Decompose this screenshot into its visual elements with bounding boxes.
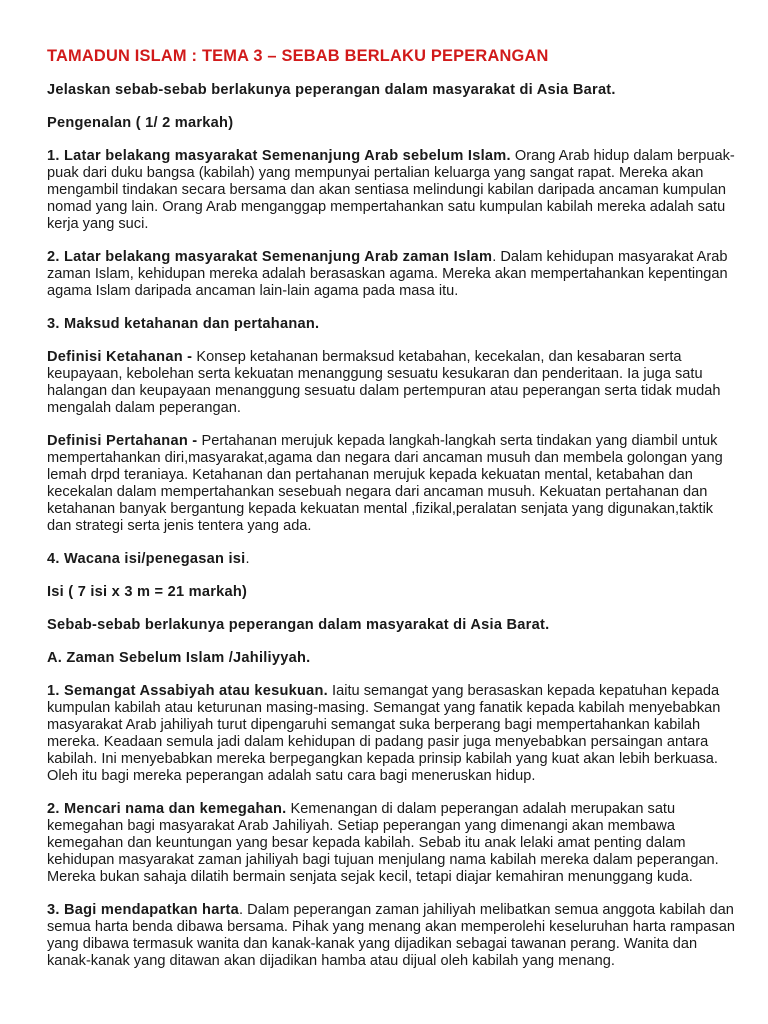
point-a3 bbox=[47, 902, 737, 970]
paragraph-1-heading: 1. Latar belakang masyarakat Semenanjung Arab sebelum Islam. bbox=[47, 148, 511, 164]
subsection-a-heading: A. Zaman Sebelum Islam /Jahiliyyah. bbox=[47, 650, 311, 666]
definition-pertahanan bbox=[47, 433, 737, 535]
point-a1-heading: 1. Semangat Assabiyah atau kesukuan. bbox=[47, 683, 328, 699]
paragraph-3-heading: 3. Maksud ketahanan dan pertahanan. bbox=[47, 316, 320, 332]
definition-pertahanan-body: Pertahanan merujuk kepada langkah-langkah serta tindakan yang diambil untuk mempertahankan diri,masyarakat,agama dan negara dari ancaman musuh dan membela golongan yang lemah drpd teraniaya. Ketahanan dan pertahanan merujuk kepada kekuatan mental, ketabahan dan kecekalan dalam mempertahankan sesebuah negara dari ancaman musuh. Kekuatan pertahanan dan ketahanan banyak bergantung kepada kekuatan mental ,fizikal,peralatan senjata yang digunakan,taktik dan strategi serta jenis tentera yang ada. bbox=[47, 433, 723, 534]
paragraph-2 bbox=[47, 249, 737, 300]
paragraph-1-body: Orang Arab hidup dalam berpuak-puak dari duku bangsa (kabilah) yang mempunyai pertalian keluarga yang sangat rapat. Mereka akan mengambil tindakan secara bersama dan akan sentiasa melindungi kabilan daripada ancaman kumpulan nomad yang lain. Orang Arab menganggap mempertahankan satu kumpulan kabilah mereka adalah satu kerja yang suci. bbox=[47, 148, 735, 232]
paragraph-2-heading: 2. Latar belakang masyarakat Semenanjung Arab zaman Islam bbox=[47, 249, 493, 265]
isi-heading: Isi ( 7 isi x 3 m = 21 markah) bbox=[47, 584, 248, 600]
paragraph-2-body: . Dalam kehidupan masyarakat Arab zaman Islam, kehidupan mereka adalah berasaskan agama. Mereka akan mempertahankan kepentingan agama Islam daripada ancaman lain-lain agama pada masa itu. bbox=[47, 249, 728, 299]
document-title: TAMADUN ISLAM : TEMA 3 – SEBAB BERLAKU PEPERANGAN bbox=[47, 47, 549, 65]
section-heading: Sebab-sebab berlakunya peperangan dalam masyarakat di Asia Barat. bbox=[47, 617, 550, 633]
definition-ketahanan-body: Konsep ketahanan bermaksud ketabahan, kecekalan, dan kesabaran serta keupayaan, kebolehan serta kekuatan menanggung sesuatu kesukaran dan penderitaan. Ia juga satu halangan dan keupayaan menanggung sesuatu dalam pertempuran atau peperangan serta tidak mudah mengalah dalam peperangan. bbox=[47, 349, 721, 416]
definition-ketahanan-heading: Definisi Ketahanan - bbox=[47, 349, 193, 365]
point-a3-body: . Dalam peperangan zaman jahiliyah melibatkan semua anggota kabilah dan semua harta benda dibawa bersama. Pihak yang menang akan memperolehi keseluruhan harta rampasan yang dibawa termasuk wanita dan kanak-kanak yang dijadikan sebagai tawanan perang. Wanita dan kanak-kanak yang ditawan akan dijadikan hamba atau dijual oleh kabilah yang menang. bbox=[47, 902, 735, 969]
point-a3-heading: 3. Bagi mendapatkan harta bbox=[47, 902, 239, 918]
point-a2 bbox=[47, 801, 737, 886]
document-page bbox=[47, 46, 737, 986]
paragraph-4-body: . bbox=[245, 551, 250, 567]
point-a2-body: Kemenangan di dalam peperangan adalah merupakan satu kemegahan bagi masyarakat Arab Jahiliyah. Setiap peperangan yang dimenangi akan membawa kemegahan dan keuntungan yang besar kepada kabilah. Sebab itu anak lelaki amat penting dalam kehidupan masyarakat zaman jahiliyah bagi tujuan menjulang nama kabilah mereka dalam peperangan. Mereka bukan sahaja dilatih bermain senjata sejak kecil, tetapi diajar kemahiran menunggang kuda. bbox=[47, 801, 719, 885]
point-a2-heading: 2. Mencari nama dan kemegahan. bbox=[47, 801, 287, 817]
paragraph-1 bbox=[47, 148, 737, 233]
paragraph-4-heading: 4. Wacana isi/penegasan isi bbox=[47, 551, 246, 567]
definition-ketahanan bbox=[47, 349, 737, 417]
question-text: Jelaskan sebab-sebab berlakunya peperangan dalam masyarakat di Asia Barat. bbox=[47, 82, 616, 98]
point-a1 bbox=[47, 683, 737, 785]
definition-pertahanan-heading: Definisi Pertahanan - bbox=[47, 433, 198, 449]
paragraph-4 bbox=[47, 551, 737, 568]
point-a1-body: Iaitu semangat yang berasaskan kepada kepatuhan kepada kumpulan kabilah atau keturunan masing-masing. Semangat yang fanatik kepada kabilah menyebabkan masyarakat Arab jahiliyah turut dipengaruhi semangat suka berperang bagi mempertahankan kabilah mereka. Keadaan semula jadi dalam kehidupan di padang pasir juga menyebabkan persaingan antara kabilah. Ini menyebabkan mereka berpegangkan kepada prinsip kabilah yang kuat akan lebih berkuasa. Oleh itu bagi mereka peperangan adalah satu cara bagi meneruskan hidup. bbox=[47, 683, 721, 784]
intro-heading: Pengenalan ( 1/ 2 markah) bbox=[47, 115, 234, 131]
